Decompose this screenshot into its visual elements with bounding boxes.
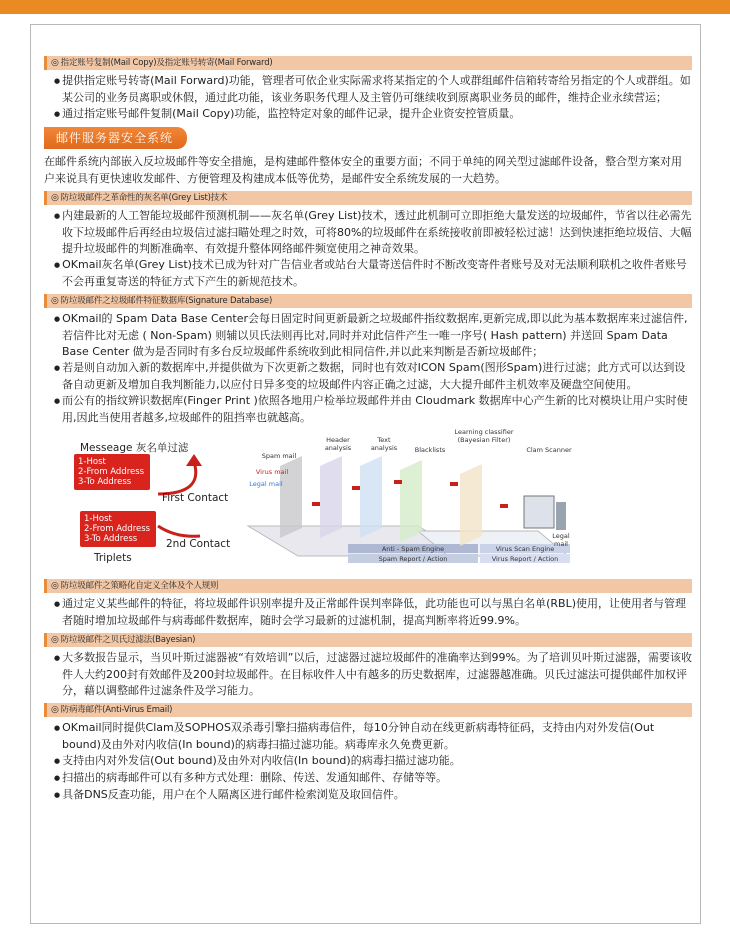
section-marker-icon: ◎ xyxy=(51,581,59,591)
list-item: ● 通过指定账号邮件复制(Mail Copy)功能，监控特定对象的邮件记录，提升企业资安控管质量。 xyxy=(44,106,692,123)
section-marker-icon: ◎ xyxy=(51,635,59,645)
list-item: ● 而公有的指纹辨识数据库(Finger Print )依照各地用户检举垃圾邮件并由 Cloudmark 数据库中心产生新的比对模块让用户实时使用,因此当使用者越多,垃圾邮件的阻挡率也就越高。 xyxy=(44,393,692,426)
spam-report-label: Spam Report / Action xyxy=(378,555,448,563)
intro-paragraph: 在邮件系统内部嵌入反垃圾邮件等安全措施，是构建邮件整体安全的重要方面；不同于单纯的网关型过滤邮件设备，整合型方案对用户来说具有更快速收发邮件、方便管理及构建成本低等优势，是邮件安全系统发展的一大趋势。 xyxy=(44,155,682,185)
header-analysis-label: Header analysis xyxy=(324,436,352,452)
list-item: ● 大多数报告显示，当贝叶斯过滤器被“有效培训”以后，过滤器过滤垃圾邮件的准确率达到99%。为了培训贝叶斯过滤器，需要该收件人大约200封有效邮件及200封垃圾邮件。在目标收件人中有越多的历史数据库，过滤器越准确。贝氏过滤法可提供邮件加权评分，藉以调整邮件过滤条件及学习能力。 xyxy=(44,650,692,699)
list-item: ● 支持由内对外发信(Out bound)及由外对内收信(In bound)的病毒扫描过滤功能。 xyxy=(44,753,692,770)
legal-mail-label: Legal mail xyxy=(249,480,283,488)
virus-scan-engine-label: Virus Scan Engine xyxy=(495,545,555,553)
section-heading-signature-db: ◎ 防垃圾邮件之垃圾邮件特征数据库(Signature Database) xyxy=(44,294,692,308)
signature-db-list xyxy=(44,311,692,426)
filtering-diagram xyxy=(58,428,578,571)
anti-spam-engine-label: Anti - Spam Engine xyxy=(381,545,445,553)
list-item: ● 扫描出的病毒邮件可以有多种方式处理：删除、传送、发通知邮件、存储等等。 xyxy=(44,770,692,787)
clam-scanner-label: Clam Scanner xyxy=(526,446,572,454)
learning-classifier-label: Learning classifier (Bayesian Filter) xyxy=(454,428,514,444)
custom-rules-list xyxy=(44,596,692,629)
second-contact-label: 2nd Contact xyxy=(166,538,231,550)
section-marker-icon: ◎ xyxy=(51,705,59,715)
grey-list-list xyxy=(44,208,692,290)
first-contact-label: First Contact xyxy=(162,492,229,504)
list-item: ● 提供指定账号转寄(Mail Forward)功能，管理者可依企业实际需求将某指定的个人或群组邮件信箱转寄给另指定的个人或群组。如某公司的业务员离职或休假，通过此功能，该业务职务代理人及主管仍可继续收到原离职业务员的邮件，维持企业永续营运； xyxy=(44,73,692,106)
second-contact-box: 1-Host 2-From Address 3-To Address xyxy=(80,511,156,547)
virus-mail-label: Virus mail xyxy=(255,468,289,476)
section-heading-anti-virus: ◎ 防病毒邮件(Anti-Virus Email) xyxy=(44,703,692,717)
blacklists-label: Blacklists xyxy=(414,446,446,454)
section-heading-mail-copy: ◎ 指定账号复制(Mail Copy)及指定账号转寄(Mail Forward) xyxy=(44,56,692,70)
section-banner: 邮件服务器安全系统 xyxy=(44,127,187,149)
legal-mail-out-label: Legal mail xyxy=(552,532,570,548)
first-contact-box: 1-Host 2-From Address 3-To Address xyxy=(74,454,150,490)
section-heading-custom-rules: ◎ 防垃圾邮件之策略化自定义全体及个人规则 xyxy=(44,579,692,593)
spam-mail-label: Spam mail xyxy=(261,452,297,460)
virus-report-label: Virus Report / Action xyxy=(491,555,559,563)
document-content xyxy=(44,52,692,804)
list-item: ● OKmail同时提供Clam及SOPHOS双杀毒引擎扫描病毒信件，每10分钟自动在线更新病毒特征码，支持由内对外发信(Out bound)及由外对内收信(In bound)的病毒扫描过滤功能。病毒库永久免费更新。 xyxy=(44,720,692,753)
list-item: ● 若是则自动加入新的数据库中,并提供做为下次更新之数据，同时也有效对ICON Spam(图形Spam)进行过滤；此方式可以达到设备自动更新及增加自我判断能力,以应付日异多变的垃圾邮件内容正确之过滤，大大提升邮件主机效率及硬盘空间使用。 xyxy=(44,360,692,393)
text-analysis-label: Text analysis xyxy=(370,436,398,452)
section-heading-grey-list: ◎ 防垃圾邮件之革命性的灰名单(Grey List)技术 xyxy=(44,191,692,205)
top-accent-bar xyxy=(0,0,730,14)
triplets-label: Triplets xyxy=(94,552,132,564)
list-item: ● 具备DNS反查功能，用户在个人隔离区进行邮件检索浏览及取回信件。 xyxy=(44,787,692,804)
anti-virus-list xyxy=(44,720,692,804)
list-item: ● 内建最新的人工智能垃圾邮件预测机制——灰名单(Grey List)技术，透过此机制可立即拒绝大量发送的垃圾邮件，节省以往必需先收下垃圾邮件后再经由垃圾信过滤扫瞄处理之时效，可将80%的垃圾邮件在系统接收前即被轻松过滤！达到快速拒绝垃圾信、大幅提升垃圾邮件的判断准确率、有效提升整体网络邮件频宽使用之神奇效果。 xyxy=(44,208,692,257)
greylist-title: Messeage 灰名单过滤 xyxy=(80,442,189,454)
bayesian-list xyxy=(44,650,692,699)
section-marker-icon: ◎ xyxy=(51,58,59,68)
mail-copy-list xyxy=(44,73,692,123)
section-heading-bayesian: ◎ 防垃圾邮件之贝氏过滤法(Bayesian) xyxy=(44,633,692,647)
section-marker-icon: ◎ xyxy=(51,296,59,306)
list-item: ● OKmail灰名单(Grey List)技术已成为针对广告信业者或站台大量寄送信件时不断改变寄件者账号及对无法顺利联机之收件者账号不会再重复寄送的特征方式下产生的新规范技术。 xyxy=(44,257,692,290)
list-item: ● 通过定义某些邮件的特征，将垃圾邮件识别率提升及正常邮件误判率降低，此功能也可以与黑白名单(RBL)使用，让使用者与管理者随时增加垃圾邮件与病毒邮件数据库，随时会学习最新的过滤机制，提高判断率将近99.9%。 xyxy=(44,596,692,629)
section-marker-icon: ◎ xyxy=(51,193,59,203)
list-item: ● OKmail的 Spam Data Base Center会每日固定时间更新最新之垃圾邮件指纹数据库,更新完成,即以此为基本数据库来过滤信件,若信件比对无虑 ( Non-Spam) 则辅以贝氏法则再比对,同时并对此信件产生一唯一序号( Hash pattern) 并送回 Spam Data Base Center 做为是否同时有多台反垃圾邮件系统收到此相同信件,并以此来判断是否新垃圾邮件； xyxy=(44,311,692,360)
